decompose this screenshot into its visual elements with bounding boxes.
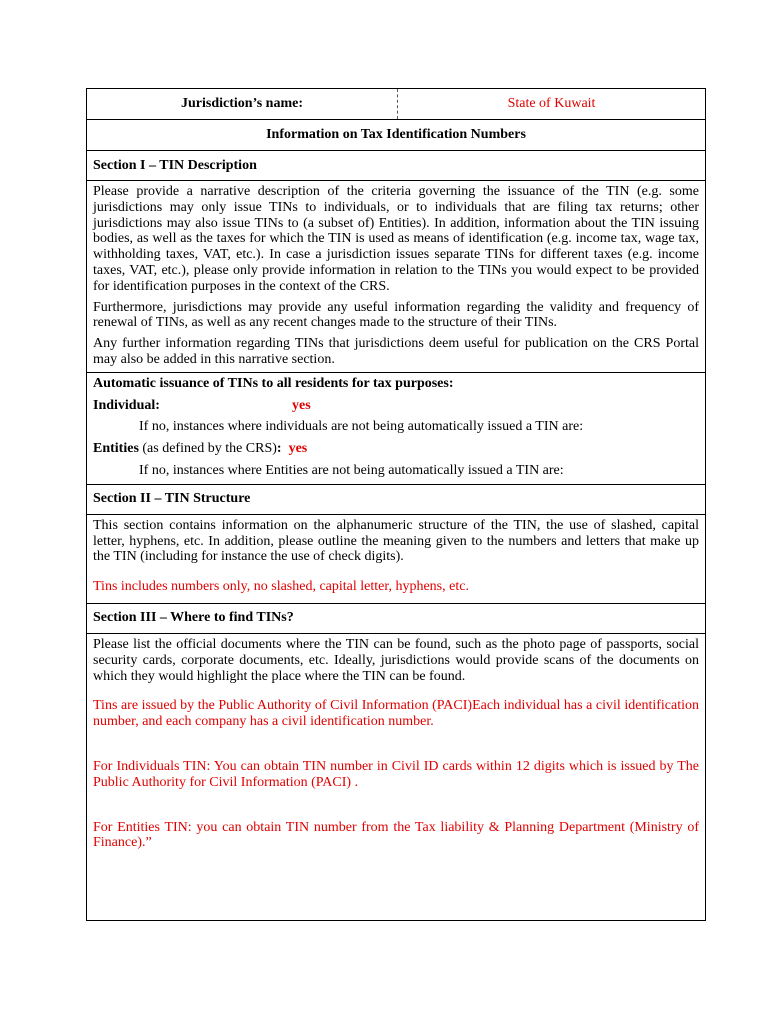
entities-suffix: (as defined by the CRS) [138,441,277,457]
section1-paragraph: Please provide a narrative description of the criteria governing the issuance of the TIN (e.g. some jurisdictions may only issue TINs to individuals, or to individuals that are filing tax returns; other jurisdictions may also issue TINs to (a subset of) Entities). In addition, information about the TIN issuing bodies, as well as the taxes for which the TIN is used as means of identification (e.g. income tax, wage tax, withholding taxes, VAT, etc.). In case a jurisdiction issues separate TINs for different taxes (e.g. income taxes, VAT, etc.), please only provide information in relation to the TINs you would expect to be provided for identification purposes in the context of the CRS. [93,184,699,294]
section1-body [87,181,705,373]
section3-answer: For Entities TIN: you can obtain TIN number from the Tax liability & Planning Department (Ministry of Finance).” [93,819,699,851]
section2-answer: Tins includes numbers only, no slashed, capital letter, hyphens, etc. [93,579,469,595]
section2-body [87,515,705,604]
individual-label: Individual: [93,397,160,413]
section3-heading: Section III – Where to find TINs? [87,604,705,634]
section3-answer: For Individuals TIN: You can obtain TIN number in Civil ID cards within 12 digits which is issued by The Public Authority for Civil Information (PACI) . [93,758,699,790]
section3-body [87,634,705,855]
automatic-issuance-title: Automatic issuance of TINs to all residents for tax purposes: [93,375,454,391]
section1-heading: Section I – TIN Description [87,151,705,181]
individual-value: yes [292,397,311,413]
section1-paragraph: Any further information regarding TINs that jurisdictions deem useful for publication on the CRS Portal may also be added in this narrative section. [93,336,699,367]
individual-line [93,398,699,414]
jurisdiction-value: State of Kuwait [507,96,596,111]
section3-answer: Tins are issued by the Public Authority of Civil Information (PACI)Each individual has a civil identification number, and each company has a civil identification number. [93,698,699,730]
entities-colon: : [276,441,282,457]
section1-paragraph: Furthermore, jurisdictions may provide any useful information regarding the validity and frequency of renewal of TINs, as well as any recent changes made to the structure of their TINs. [93,299,699,331]
automatic-issuance [87,373,705,485]
entities-label: Entities [93,441,139,457]
entities-note: If no, instances where Entities are not being automatically issued a TIN are: [139,462,564,478]
section2-paragraph: This section contains information on the alphanumeric structure of the TIN, the use of slashed, capital letter, hyphens, etc. In addition, please outline the meaning given to the numbers and letters that make up the TIN (including for instance the use of check digits). [93,517,699,565]
jurisdiction-row [87,89,705,120]
section2-heading: Section II – TIN Structure [87,485,705,515]
section3-paragraph: Please list the official documents where the TIN can be found, such as the photo page of passports, social security cards, corporate documents, etc. Ideally, jurisdictions would provide scans of the documents on which they would highlight the place where the TIN can be found. [93,636,699,684]
tin-form [86,88,706,921]
entities-value: yes [288,441,308,457]
individual-note: If no, instances where individuals are not being automatically issued a TIN are: [139,419,584,435]
form-title: Information on Tax Identification Numbers [87,120,705,151]
jurisdiction-label: Jurisdiction’s name: [87,89,398,119]
entities-line [93,441,699,457]
